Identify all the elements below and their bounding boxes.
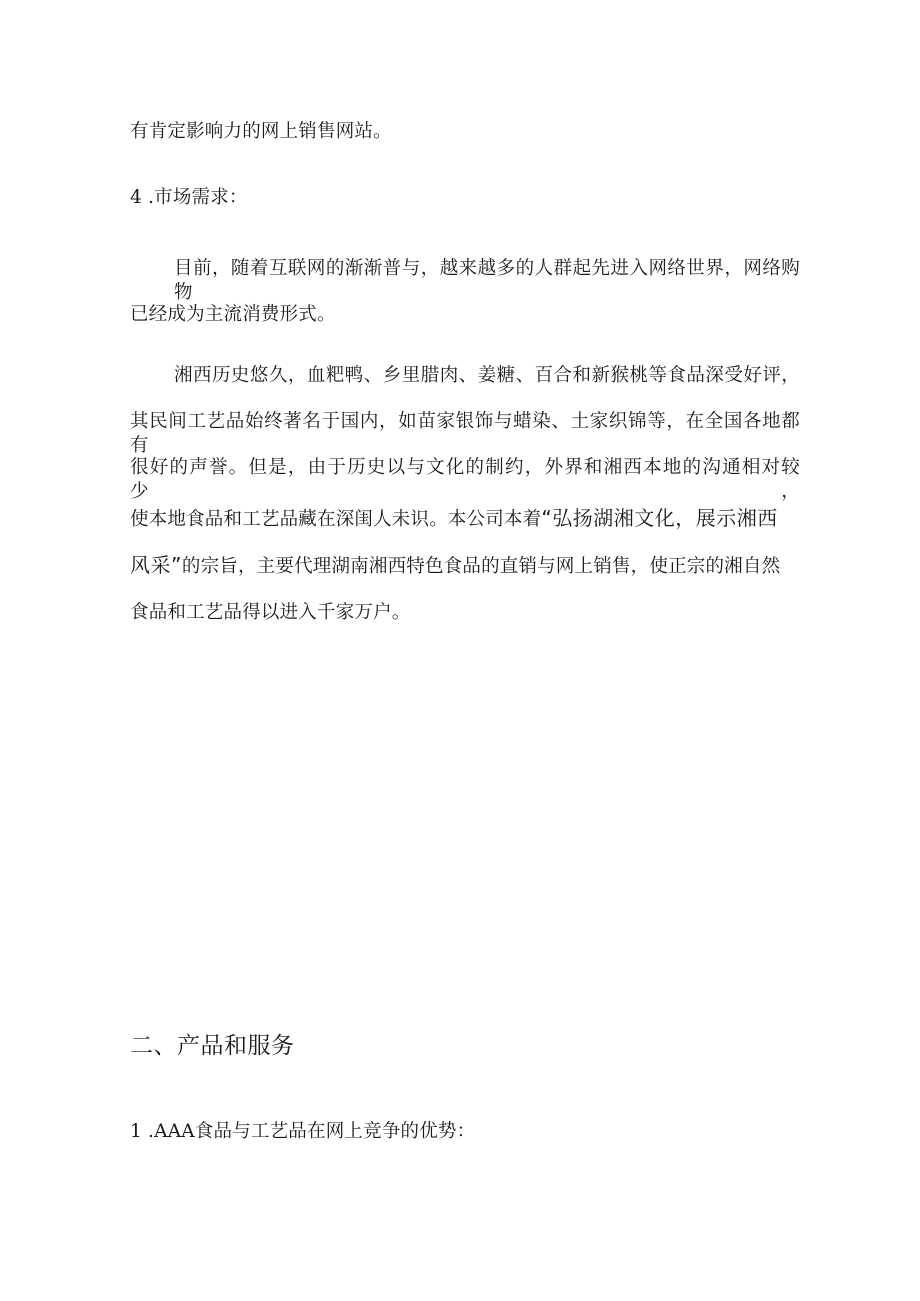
paragraph-xiangxi-line-3: 很好的声誉。但是，由于历史以与文化的制约，外界和湘西本地的沟通相对较少， bbox=[130, 457, 800, 502]
paragraph-xiangxi-line-2: 其民间工艺品始终著名于国内，如苗家银饰与蜡染、土家织锦等，在全国各地都有 bbox=[130, 411, 800, 456]
paragraph-internet-line-1: 目前，随着互联网的渐渐普与，越来越多的人群起先进入网络世界，网络购物 bbox=[174, 258, 800, 303]
line-4-text: 使本地食品和工艺品藏在深闺人未识。本公司本着 bbox=[130, 509, 542, 530]
list-item-competitive-advantage: 1 .AAA食品与工艺品在网上竞争的优势： bbox=[130, 1121, 476, 1142]
paragraph-xiangxi-line-4 bbox=[130, 506, 800, 532]
line-5-text: 的宗旨，主要代理湖南湘西特色食品的直销与网上销售，使正宗的湘自然 bbox=[181, 556, 781, 577]
company-slogan-part-2: 风采” bbox=[130, 553, 182, 577]
paragraph-xiangxi-line-5 bbox=[130, 553, 800, 579]
paragraph-xiangxi-line-6: 食品和工艺品得以进入千家万户。 bbox=[130, 602, 411, 623]
paragraph-internet-line-2: 已经成为主流消费形式。 bbox=[130, 304, 336, 325]
company-slogan-part-1: “弘扬湖湘文化，展示湘西 bbox=[541, 506, 778, 530]
paragraph-xiangxi-line-1: 湘西历史悠久，血粑鸭、乡里腊肉、姜糖、百合和新猴桃等食品深受好评， bbox=[174, 365, 800, 386]
list-item-market-demand: 4 .市场需求： bbox=[130, 187, 248, 208]
paragraph-continuation: 有肯定影响力的网上销售网站。 bbox=[130, 121, 392, 142]
section-heading-products-services: 二、产品和服务 bbox=[130, 1033, 295, 1059]
